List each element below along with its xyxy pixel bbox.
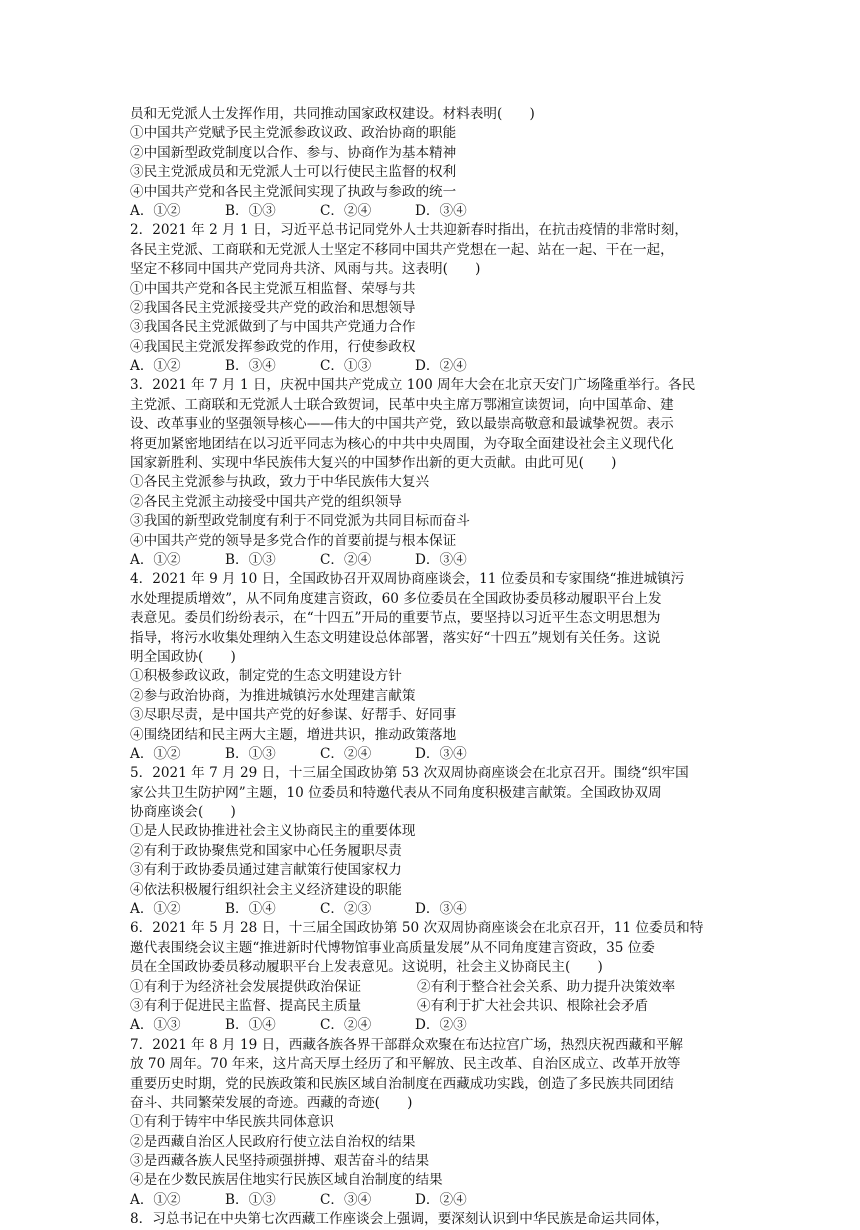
option-4: ④是在少数民族居住地实行民族区域自治制度的结果 [130,1172,443,1189]
answer-c[interactable]: C．②④ [320,1017,372,1034]
question-7 [130,1036,735,1211]
option-4: ④中国共产党的领导是多党合作的首要前提与根本保证 [130,532,457,549]
answer-c[interactable]: C．②④ [320,745,372,762]
answer-a[interactable]: A．①② [130,745,181,762]
question-4 [130,570,735,764]
option-2: ②各民主党派主动接受中国共产党的组织领导 [130,493,402,510]
question-8 [130,1210,735,1229]
question-stem-line: 主党派、工商联和无党派人士联合致贺词，民革中央主席万鄂湘宣读贺词，向中国革命、建 [130,396,674,413]
answer-c[interactable]: C．②④ [320,551,372,568]
question-1 [130,105,735,221]
question-stem-line: 表意见。委员们纷纷表示，在“十四五”开局的重要节点，要坚持以习近平生态文明思想为 [130,610,661,627]
answer-b[interactable]: B．①④ [225,1017,276,1034]
option-4: ④依法积极履行组织社会主义经济建设的职能 [130,881,402,898]
answer-d[interactable]: D．②④ [415,358,467,375]
option-1: ①是人民政协推进社会主义协商民主的重要体现 [130,823,416,840]
answer-c[interactable]: C．①③ [320,358,372,375]
option-2: ②参与政治协商，为推进城镇污水处理建言献策 [130,687,416,704]
question-stem-line: 3．2021 年 7 月 1 日，庆祝中国共产党成立 100 周年大会在北京天安门广场隆重举行。各民 [130,377,696,394]
question-stem-line: 设、改革事业的坚强领导核心——伟大的中国共产党，致以最崇高敬意和最诚挚祝贺。表示 [130,416,674,433]
question-stem-line: 2．2021 年 2 月 1 日，习近平总书记同党外人士共迎新春时指出，在抗击疫情的非常时刻， [130,222,688,239]
answer-d[interactable]: D．③④ [415,901,467,918]
option-1: ①各民主党派参与执政，致力于中华民族伟大复兴 [130,474,430,491]
option-3: ③是西藏各族人民坚持顽强拼搏、艰苦奋斗的结果 [130,1153,430,1170]
question-stem-line: 5．2021 年 7 月 29 日，十三届全国政协第 53 次双周协商座谈会在北京召开。围绕“织牢国 [130,765,689,782]
option-3: ③有利于政协委员通过建言献策行使国家权力 [130,862,402,879]
option-4: ④中国共产党和各民主党派间实现了执政与参政的统一 [130,183,457,200]
question-stem-line: 4．2021 年 9 月 10 日，全国政协召开双周协商座谈会，11 位委员和专家围绕“推进城镇污 [130,571,685,588]
question-stem-line: 员和无党派人士发挥作用，共同推动国家政权建设。材料表明( ) [130,106,535,122]
option-3: ③我国各民主党派做到了与中国共产党通力合作 [130,319,416,336]
question-stem-line: 重要历史时期，党的民族政策和民族区域自治制度在西藏成功实践，创造了多民族共同团结 [130,1075,674,1092]
answer-choices [130,1016,735,1035]
answer-a[interactable]: A．①② [130,202,181,219]
option-3: ③有利于促进民主监督、提高民主质量 [130,997,362,1014]
option-1: ①积极参政议政，制定党的生态文明建设方针 [130,668,402,685]
option-2: ②我国各民主党派接受共产党的政治和思想领导 [130,299,416,316]
answer-b[interactable]: B．①③ [225,551,276,568]
answer-d[interactable]: D．③④ [415,202,467,219]
option-1: ①有利于铸牢中华民族共同体意识 [130,1114,334,1131]
question-2 [130,221,735,376]
option-3: ③尽职尽责，是中国共产党的好参谋、好帮手、好同事 [130,707,457,724]
answer-choices [130,1191,735,1210]
question-stem-line: 7．2021 年 8 月 19 日，西藏各族各界干部群众欢聚在布达拉宫广场，热烈庆祝西藏和平解 [130,1036,683,1053]
option-row [130,978,735,997]
option-1: ①中国共产党和各民主党派互相监督、荣辱与共 [130,280,416,297]
option-1: ①中国共产党赋予民主党派参政议政、政治协商的职能 [130,125,457,142]
question-stem-line: 明全国政协( ) [130,648,236,665]
answer-a[interactable]: A．①② [130,1191,181,1208]
option-row [130,997,735,1016]
question-6 [130,919,735,1035]
answer-d[interactable]: D．②③ [415,1017,467,1034]
question-stem-line: 坚定不移同中国共产党同舟共济、风雨与共。这表明( ) [130,261,481,278]
question-stem-line: 奋斗、共同繁荣发展的奇迹。西藏的奇迹( ) [130,1094,413,1111]
option-2: ②有利于政协聚焦党和国家中心任务履职尽责 [130,842,402,859]
option-4: ④我国民主党派发挥参政党的作用，行使参政权 [130,338,416,355]
question-stem-line: 指导，将污水收集处理纳入生态文明建设总体部署，落实好“十四五”规划有关任务。这说 [130,629,661,646]
question-stem-line: 6．2021 年 5 月 28 日，十三届全国政协第 50 次双周协商座谈会在北京召开，11 位委员和特 [130,920,704,937]
exam-page [130,105,735,1230]
option-2: ②有利于整合社会关系、助力提升决策效率 [417,978,676,995]
answer-c[interactable]: C．②③ [320,901,372,918]
question-stem-line: 放 70 周年。70 年来，这片高天厚土经历了和平解放、民主改革、自治区成立、改革开放等 [130,1056,681,1073]
option-2: ②中国新型政党制度以合作、参与、协商作为基本精神 [130,144,457,161]
answer-choices [130,551,735,570]
answer-a[interactable]: A．①③ [130,1017,181,1034]
answer-d[interactable]: D．③④ [415,745,467,762]
question-stem-line: 员在全国政协委员移动履职平台上发表意见。这说明，社会主义协商民主( ) [130,959,603,976]
answer-choices [130,900,735,919]
question-5 [130,764,735,919]
answer-c[interactable]: C．②④ [320,202,372,219]
answer-c[interactable]: C．③④ [320,1191,372,1208]
question-stem-line: 国家新胜利、实现中华民族伟大复兴的中国梦作出新的更大贡献。由此可见( ) [130,455,617,472]
answer-choices [130,202,735,221]
answer-b[interactable]: B．①③ [225,1191,276,1208]
answer-b[interactable]: B．①④ [225,901,276,918]
question-stem-line: 协商座谈会( ) [130,804,236,821]
answer-a[interactable]: A．①② [130,901,181,918]
question-stem-line: 各民主党派、工商联和无党派人士坚定不移同中国共产党想在一起、站在一起、干在一起， [130,241,674,258]
option-3: ③我国的新型政党制度有利于不同党派为共同目标而奋斗 [130,513,470,530]
question-stem-line: 家公共卫生防护网”主题，10 位委员和特邀代表从不同角度积极建言献策。全国政协双周 [130,784,662,801]
answer-a[interactable]: A．①② [130,358,181,375]
question-stem-line: 将更加紧密地团结在以习近平同志为核心的中共中央周围，为夺取全面建设社会主义现代化 [130,435,674,452]
option-2: ②是西藏自治区人民政府行使立法自治权的结果 [130,1133,416,1150]
question-stem-line: 水处理提质增效”，从不同角度建言资政，60 多位委员在全国政协委员移动履职平台上发 [130,590,662,607]
answer-b[interactable]: B．①③ [225,202,276,219]
option-1: ①有利于为经济社会发展提供政治保证 [130,978,362,995]
answer-b[interactable]: B．③④ [225,358,276,375]
option-4: ④有利于扩大社会共识、根除社会矛盾 [417,997,649,1014]
answer-choices [130,357,735,376]
question-3 [130,376,735,570]
option-4: ④围绕团结和民主两大主题，增进共识，推动政策落地 [130,726,457,743]
answer-d[interactable]: D．②④ [415,1191,467,1208]
answer-choices [130,745,735,764]
answer-d[interactable]: D．③④ [415,551,467,568]
question-stem-line: 邀代表围绕会议主题“推进新时代博物馆事业高质量发展”从不同角度建言资政，35 位委 [130,939,655,956]
answer-a[interactable]: A．①② [130,551,181,568]
option-3: ③民主党派成员和无党派人士可以行使民主监督的权利 [130,164,457,181]
answer-b[interactable]: B．①③ [225,745,276,762]
question-stem-line: 8．习总书记在中央第七次西藏工作座谈会上强调，要深刻认识到中华民族是命运共同体， [130,1211,669,1228]
